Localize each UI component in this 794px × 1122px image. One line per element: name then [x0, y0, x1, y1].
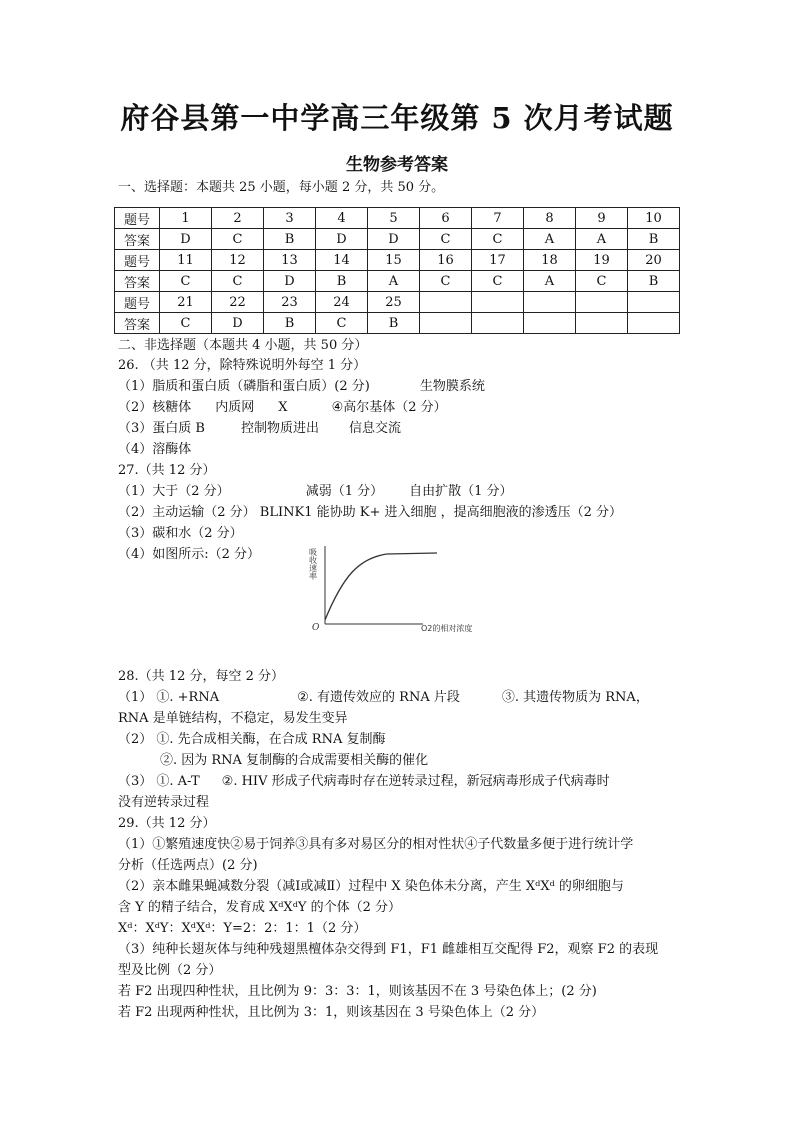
- answer-table-cell: 2: [212, 208, 264, 229]
- answer-table-row-label: 题号: [115, 250, 160, 271]
- answer-table-cell: [576, 292, 628, 313]
- answer-table-cell: 25: [368, 292, 420, 313]
- graph-y-label: 吸收速率: [308, 548, 318, 580]
- q27-line-2: （2）主动运输（2 分） BLINK1 能协助 K+ 进入细胞 ，提高细胞液的渗透压（2 分）: [118, 505, 623, 520]
- q28-line-1: [118, 688, 649, 708]
- q29-line-2-cont: 含 Y 的精子结合，发育成 XᵈXᵈY 的个体（2 分）: [118, 900, 402, 915]
- answer-table-cell: 6: [420, 208, 472, 229]
- answer-table-cell: B: [316, 271, 368, 292]
- page-title: 府谷县第一中学高三年级第 5 次月考试题: [120, 101, 674, 135]
- answer-table-cell: 15: [368, 250, 420, 271]
- q28-1-c: ③. 其遗传物质为 RNA，: [501, 690, 649, 705]
- answer-table-cell: [472, 292, 524, 313]
- answer-table-cell: 10: [628, 208, 680, 229]
- answer-table-cell: A: [524, 229, 576, 250]
- q27-1-b: 减弱（1 分）: [305, 484, 384, 499]
- answer-table-cell: 20: [628, 250, 680, 271]
- q26-2-a: （2）核糖体: [118, 400, 192, 415]
- q28-line-2-b: ②. 因为 RNA 复制酶的合成需要相关酶的催化: [160, 753, 429, 768]
- answer-table-cell: [420, 313, 472, 334]
- q26-line-2: [118, 398, 447, 418]
- answer-table-cell: B: [264, 313, 316, 334]
- answer-table-cell: C: [472, 229, 524, 250]
- q27-line-4: （4）如图所示:（2 分）: [118, 547, 261, 562]
- answer-table-row-label: 答案: [115, 271, 160, 292]
- answer-table-row: [115, 292, 680, 313]
- answer-table-cell: 8: [524, 208, 576, 229]
- q26-2-d: ④高尔基体（2 分）: [331, 400, 447, 415]
- q28-3-a: （3） ①. A-T: [118, 774, 200, 789]
- q28-line-3-cont: 没有逆转录过程: [118, 795, 210, 810]
- answer-table-cell: A: [368, 271, 420, 292]
- answer-table-cell: D: [368, 229, 420, 250]
- answer-table-cell: 7: [472, 208, 524, 229]
- answer-table-row: [115, 250, 680, 271]
- answer-table-cell: 24: [316, 292, 368, 313]
- answer-table-cell: 19: [576, 250, 628, 271]
- answer-table-cell: C: [576, 271, 628, 292]
- answer-table-cell: 11: [160, 250, 212, 271]
- q26-line-1: [118, 377, 485, 397]
- answer-table-cell: 16: [420, 250, 472, 271]
- q29-line-3-cont: 型及比例（2 分）: [118, 963, 222, 978]
- section-2-heading: 二、非选择题（本题共 4 小题，共 50 分）: [118, 338, 368, 353]
- page-subtitle: 生物参考答案: [346, 155, 448, 175]
- q29-line-2: （2）亲本雌果蝇减数分裂（减Ⅰ或减Ⅱ）过程中 X 染色体未分离，产生 XᵈXᵈ 的卵细胞与: [118, 879, 624, 894]
- q29-line-2-ratio: Xᵈ：XᵈY：XᵈXᵈ：Y=2：2：1：1（2 分）: [118, 921, 367, 936]
- q27-line-3: （3）碳和水（2 分）: [118, 526, 243, 541]
- answer-table-cell: 14: [316, 250, 368, 271]
- q28-heading: 28.（共 12 分，每空 2 分）: [118, 669, 285, 684]
- q29-line-1: （1）①繁殖速度快②易于饲养③具有多对易区分的相对性状④子代数量多便于进行统计学: [118, 837, 634, 852]
- answer-table-cell: 9: [576, 208, 628, 229]
- answer-table-cell: [524, 313, 576, 334]
- answer-table-cell: C: [472, 271, 524, 292]
- answer-table-cell: [628, 313, 680, 334]
- q27-1-a: （1）大于（2 分）: [118, 484, 230, 499]
- answer-table-row: [115, 271, 680, 292]
- q28-line-2: （2） ①. 先合成相关酶，在合成 RNA 复制酶: [118, 732, 386, 747]
- answer-table-cell: 12: [212, 250, 264, 271]
- q26-2-b: 内质网: [215, 400, 255, 415]
- answer-table-cell: 21: [160, 292, 212, 313]
- answer-table-cell: B: [264, 229, 316, 250]
- answer-table-row-label: 答案: [115, 313, 160, 334]
- q26-line-4: （4）溶酶体: [118, 442, 192, 457]
- answer-table-row: [115, 313, 680, 334]
- answer-table-cell: 17: [472, 250, 524, 271]
- absorption-rate-graph: [305, 540, 505, 640]
- answer-table-row-label: 题号: [115, 208, 160, 229]
- answer-table-cell: C: [212, 229, 264, 250]
- answer-table-cell: [628, 292, 680, 313]
- q26-3-c: 信息交流: [348, 421, 401, 436]
- answer-table-cell: 1: [160, 208, 212, 229]
- q26-3-b: 控制物质进出: [240, 421, 319, 436]
- q28-3-b: ②. HIV 形成子代病毒时存在逆转录过程，新冠病毒形成子代病毒时: [221, 774, 610, 789]
- answer-table-cell: 5: [368, 208, 420, 229]
- answer-table-row-label: 答案: [115, 229, 160, 250]
- answer-table-cell: C: [420, 271, 472, 292]
- q28-line-1-cont: RNA 是单链结构，不稳定，易发生变异: [118, 711, 348, 726]
- q28-line-3: [118, 772, 610, 792]
- answer-table-row: [115, 208, 680, 229]
- q29-heading: 29.（共 12 分）: [118, 816, 216, 831]
- q27-heading: 27.（共 12 分）: [118, 463, 216, 478]
- answer-table-cell: [576, 313, 628, 334]
- answer-table-cell: 18: [524, 250, 576, 271]
- q26-line-3: [118, 419, 401, 439]
- answer-table-cell: 13: [264, 250, 316, 271]
- graph-curve: [325, 553, 437, 620]
- answer-table-row-label: 题号: [115, 292, 160, 313]
- answer-table-cell: D: [264, 271, 316, 292]
- answer-table-cell: C: [212, 271, 264, 292]
- answer-table-cell: D: [160, 229, 212, 250]
- answer-table-cell: 22: [212, 292, 264, 313]
- answer-table-cell: C: [420, 229, 472, 250]
- q26-1-a: （1）脂质和蛋白质（磷脂和蛋白质）(2 分): [118, 379, 370, 394]
- q29-line-5: 若 F2 出现两种性状，且比例为 3：1，则该基因在 3 号染色体上（2 分）: [118, 1005, 545, 1020]
- graph-origin-label: O: [312, 623, 320, 633]
- answer-table: [114, 207, 680, 334]
- answer-table-cell: B: [628, 229, 680, 250]
- graph-x-label: O2的相对浓度: [421, 624, 473, 633]
- q29-line-3: （3）纯种长翅灰体与纯种残翅黑檀体杂交得到 F1，F1 雌雄相互交配得 F2，观察 F2 的表现: [118, 942, 659, 957]
- answer-table-cell: [524, 292, 576, 313]
- answer-table-cell: D: [316, 229, 368, 250]
- q28-1-a: （1） ①. +RNA: [118, 690, 220, 705]
- q27-1-c: 自由扩散（1 分）: [409, 484, 513, 499]
- answer-table-cell: C: [160, 313, 212, 334]
- q26-heading: 26. （共 12 分，除特殊说明外每空 1 分）: [118, 358, 367, 373]
- answer-table-cell: 4: [316, 208, 368, 229]
- answer-table-cell: [472, 313, 524, 334]
- answer-table-cell: B: [368, 313, 420, 334]
- q26-3-a: （3）蛋白质 B: [118, 421, 205, 436]
- answer-table-cell: C: [160, 271, 212, 292]
- answer-table-cell: A: [524, 271, 576, 292]
- q29-line-4: 若 F2 出现四种性状，且比例为 9：3：3：1，则该基因不在 3 号染色体上；(2 分): [118, 984, 597, 999]
- q27-line-1: [118, 482, 513, 502]
- answer-table-cell: C: [316, 313, 368, 334]
- q28-1-b: ②. 有遗传效应的 RNA 片段: [297, 690, 460, 705]
- answer-table-cell: D: [212, 313, 264, 334]
- answer-table-cell: [420, 292, 472, 313]
- answer-table-cell: A: [576, 229, 628, 250]
- answer-table-row: [115, 229, 680, 250]
- answer-table-cell: B: [628, 271, 680, 292]
- answer-table-cell: 3: [264, 208, 316, 229]
- section-1-heading: 一、选择题：本题共 25 小题，每小题 2 分，共 50 分。: [118, 180, 445, 195]
- q29-line-1-cont: 分析（任选两点）(2 分): [118, 858, 258, 873]
- answer-table-cell: 23: [264, 292, 316, 313]
- q26-1-b: 生物膜系统: [419, 379, 485, 394]
- q26-2-c: X: [278, 400, 288, 415]
